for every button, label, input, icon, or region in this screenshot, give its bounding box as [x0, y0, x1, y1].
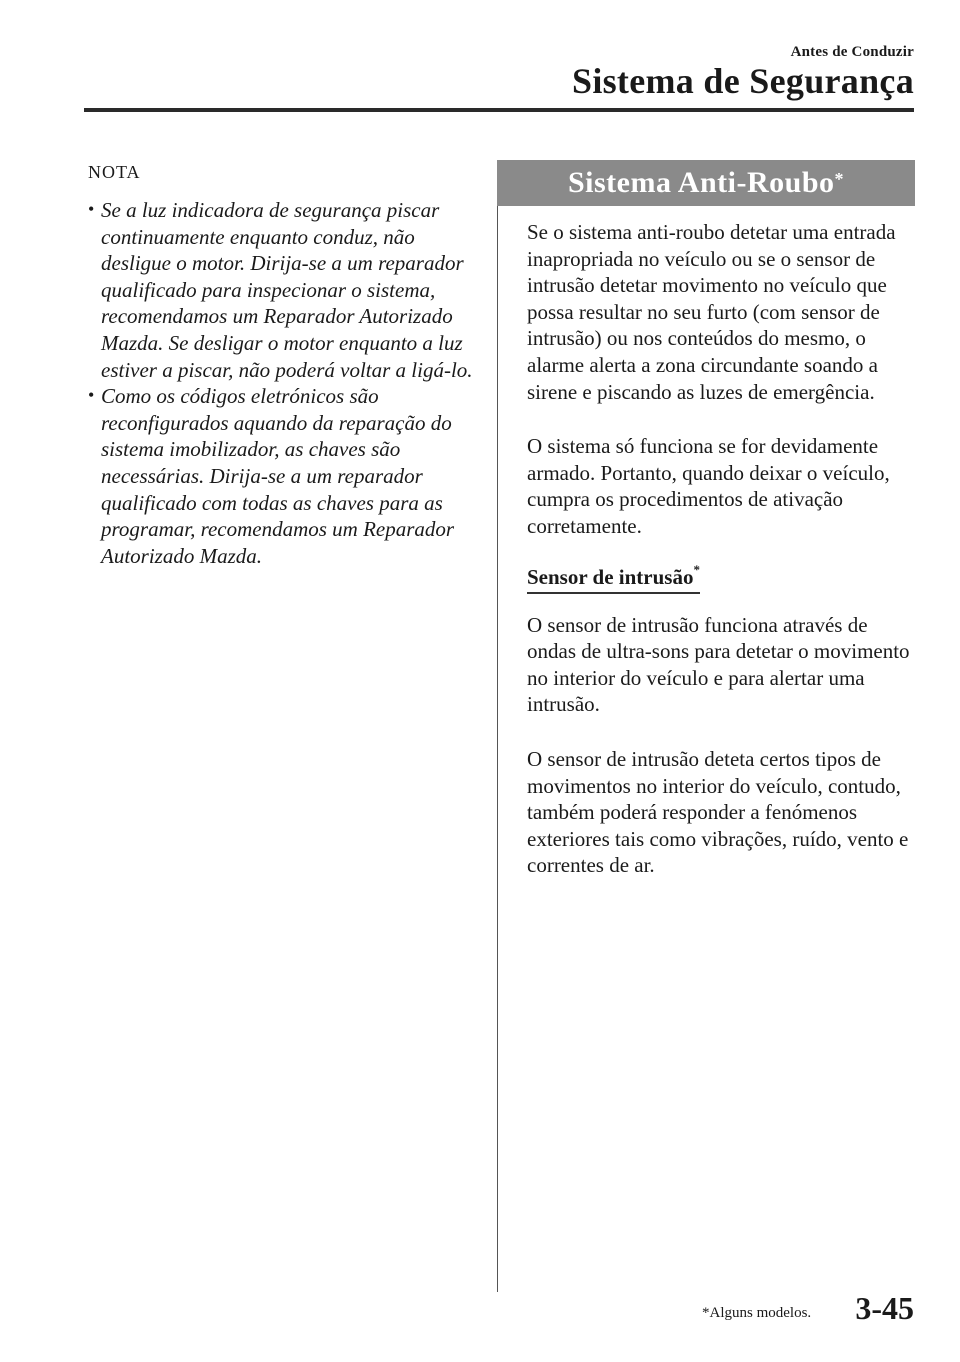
- chapter-title: Antes de Conduzir: [790, 44, 914, 60]
- section-body: [527, 219, 919, 907]
- subsection-paragraph: O sensor de intrusão funciona através de ondas de ultra-sons para detetar o movimento no interior do veículo e para alertar uma intrusão.: [527, 612, 910, 717]
- note-list: [88, 197, 483, 569]
- note-item-text: Se a luz indicadora de segurança piscar continuamente enquanto conduz, não desligue o motor. Dirija-se a um reparador qualificado para inspecionar o sistema, recomendamos um Reparador Autorizado Mazda. Se desligar o motor enquanto a luz estiver a piscar, não poderá voltar a ligá-lo.: [101, 198, 473, 382]
- subsection-title-text: Sensor de intrusão: [527, 564, 694, 589]
- footnote: *Alguns modelos.: [702, 1305, 812, 1321]
- section-banner: [497, 160, 915, 206]
- header-rule: [84, 108, 914, 112]
- page-number: 3-45: [855, 1290, 914, 1326]
- note-title: NOTA: [88, 162, 141, 182]
- note-item: [88, 383, 483, 569]
- optional-equipment-mark: *: [693, 561, 700, 577]
- bullet-icon: •: [88, 385, 95, 406]
- section-paragraph: Se o sistema anti-roubo detetar uma entrada inapropriada no veículo ou se o sensor de intrusão detetar movimento no veículo que possa resultar no seu furto (com sensor de intrusão) ou nos conteúdos do mesmo, o alarme alerta a zona circundante soando a sirene e piscando as luzes de emergência.: [527, 220, 896, 404]
- page-title: Sistema de Segurança: [572, 61, 914, 101]
- bullet-icon: •: [88, 199, 95, 219]
- note-item: [88, 197, 483, 383]
- subsection-paragraph: O sensor de intrusão deteta certos tipos de movimentos no interior do veículo, contudo, também poderá responder a fenómenos exteriores tais como vibrações, ruído, vento e correntes de ar.: [527, 746, 909, 878]
- subsection-title: [527, 561, 700, 594]
- section-title: Sistema Anti-Roubo: [567, 166, 835, 199]
- optional-equipment-mark: *: [834, 168, 845, 189]
- note-item-text: Como os códigos eletrónicos são reconfigurados aquando da reparação do sistema imobilizador, as chaves são necessárias. Dirija-se a um reparador qualificado com todas as chaves para as programar, recomendamos um Reparador Autorizado Mazda.: [101, 384, 455, 568]
- note-column: [88, 160, 483, 569]
- column-divider: [497, 160, 498, 1292]
- section-paragraph: O sistema só funciona se for devidamente armado. Portanto, quando deixar o veículo, cumpra os procedimentos de ativação corretamente.: [527, 434, 890, 538]
